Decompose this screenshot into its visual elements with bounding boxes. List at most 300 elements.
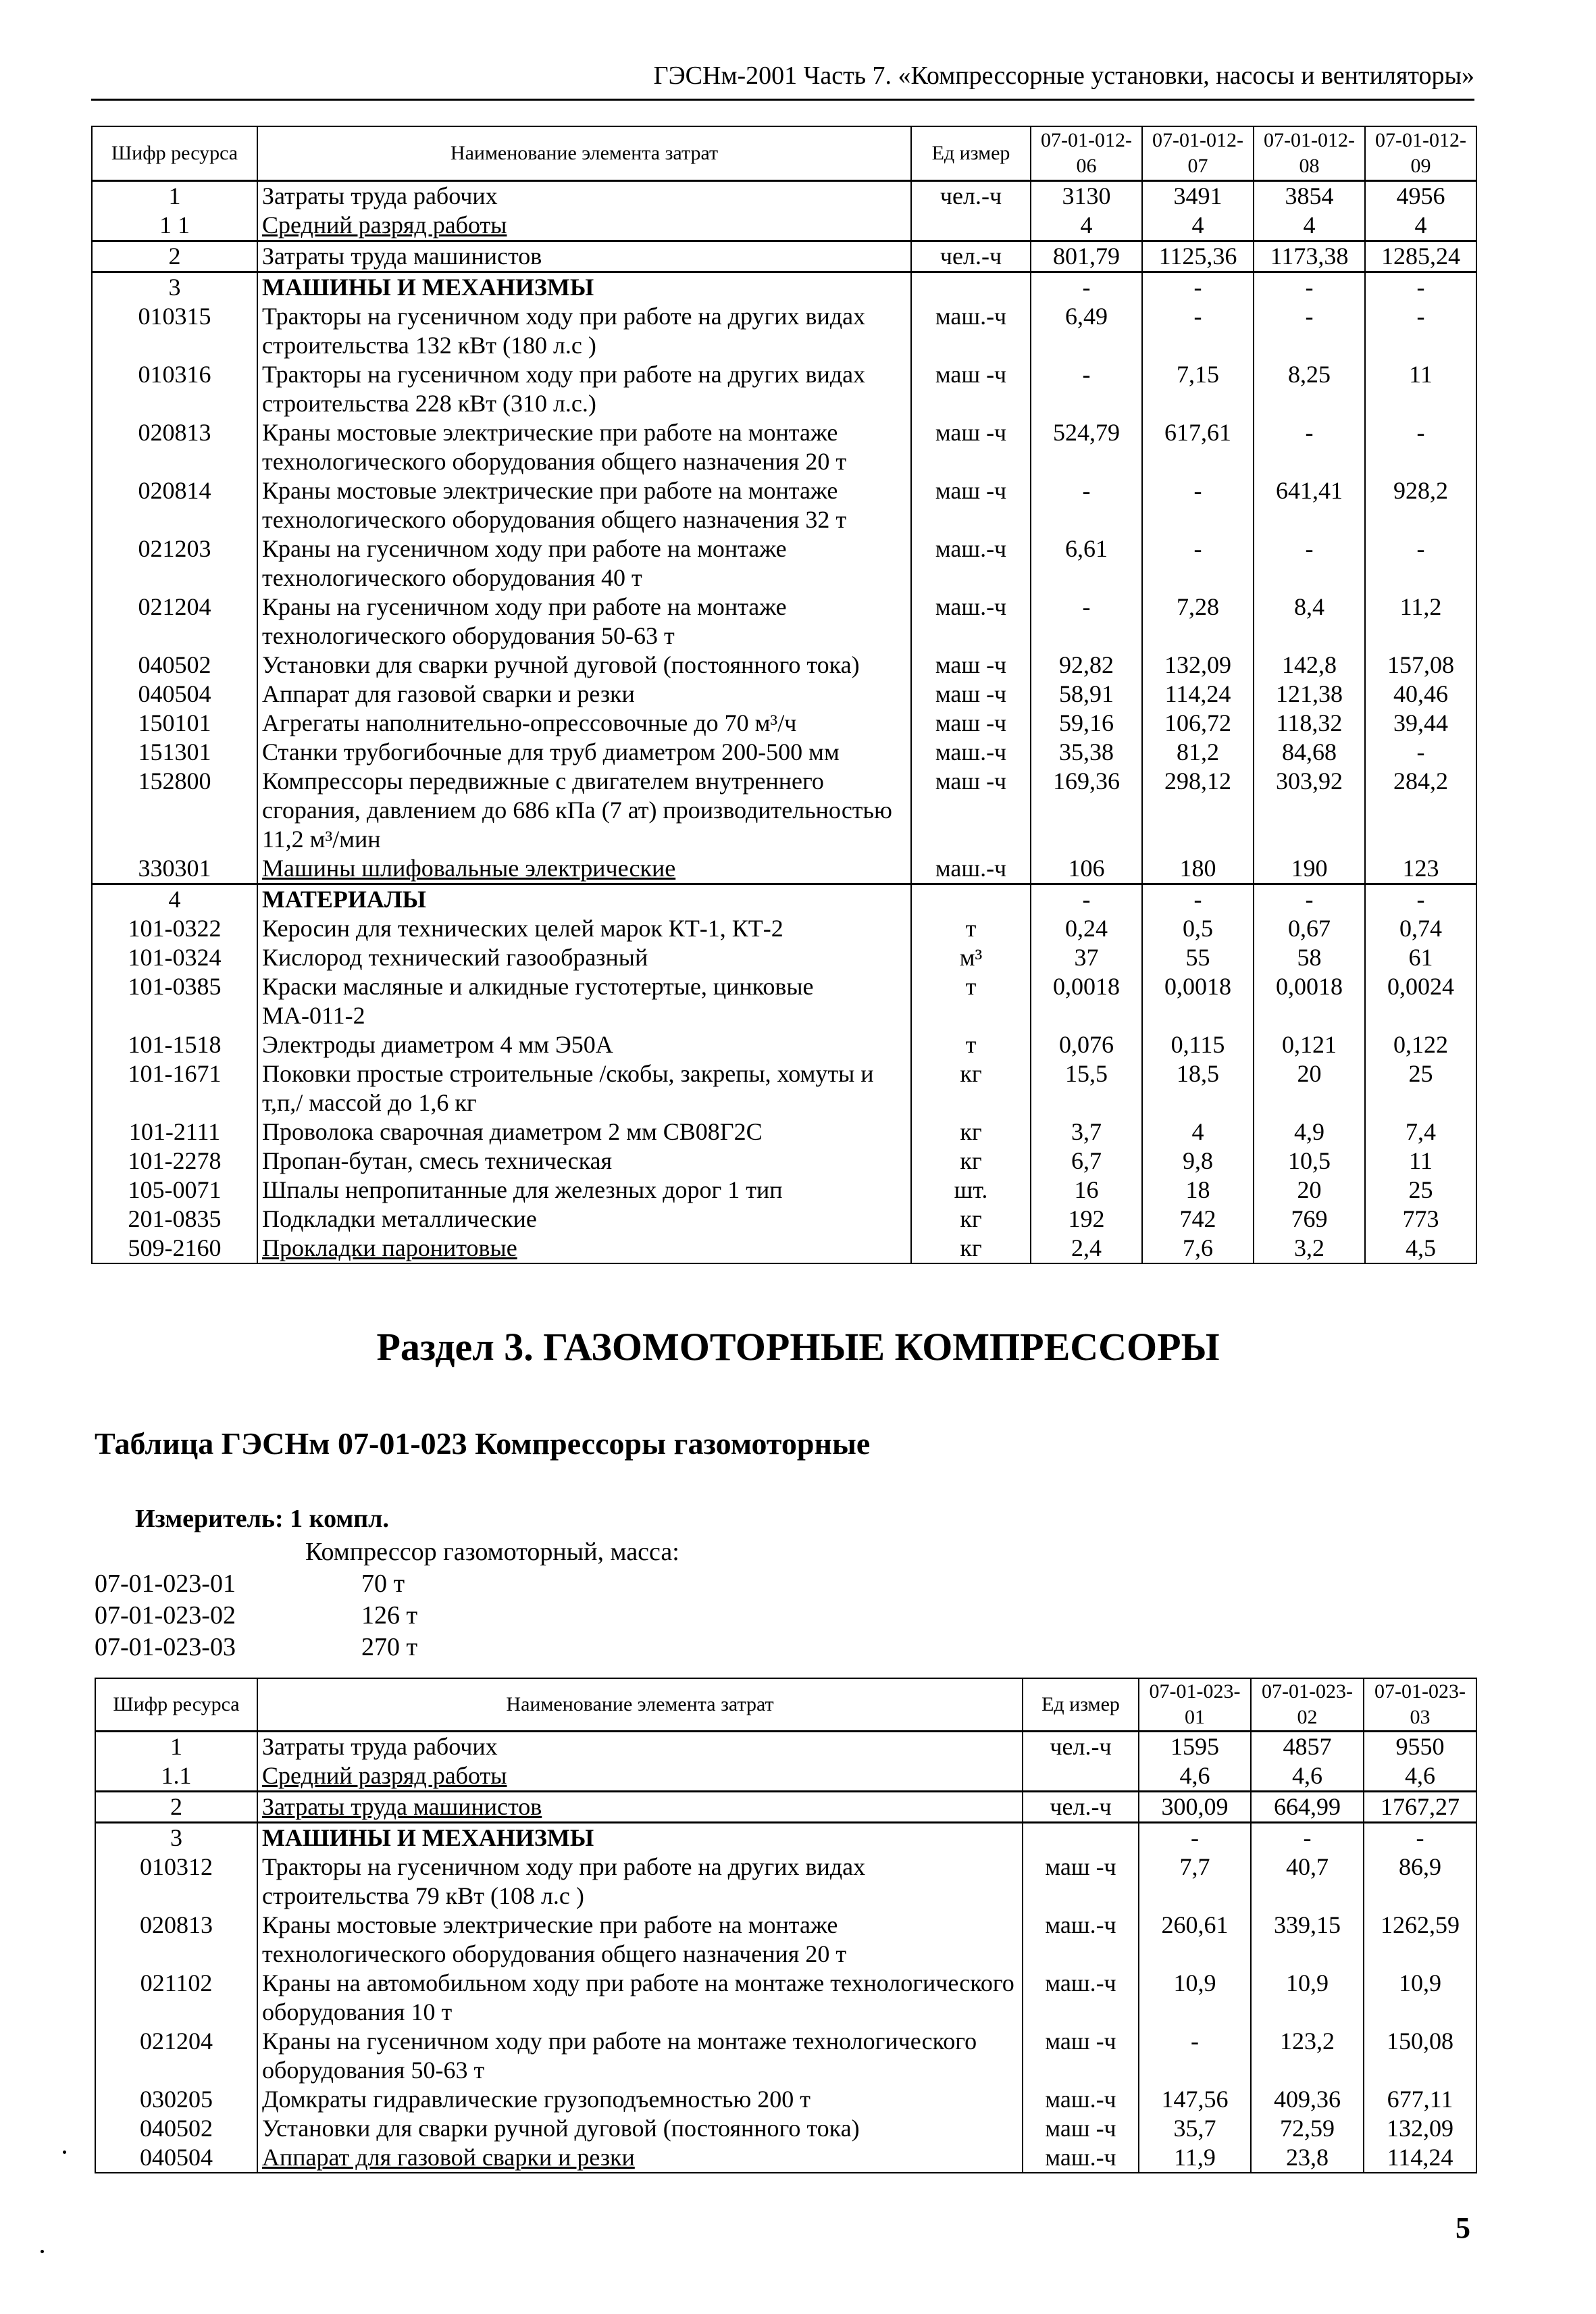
resource-name: Аппарат для газовой сварки и резки [257, 680, 911, 709]
table-row [92, 972, 1476, 1030]
unit-cell: чел.-ч [1023, 1792, 1139, 1823]
value-cell: 84,68 [1254, 738, 1365, 767]
resource-name: Затраты труда рабочих [257, 180, 911, 211]
value-cell: 10,5 [1254, 1147, 1365, 1176]
value-cell: 4 [1254, 211, 1365, 241]
value-cell: 39,44 [1365, 709, 1476, 738]
value-cell: 0,5 [1142, 914, 1254, 943]
resource-name: МАТЕРИАЛЫ [257, 884, 911, 914]
value-cell: 4857 [1251, 1732, 1364, 1762]
unit-cell: кг [911, 1147, 1031, 1176]
resource-name: Краны мостовые электрические при работе на монтаже технологического оборудования общего назначения 32 т [257, 476, 911, 534]
unit-cell: маш -ч [1023, 2114, 1139, 2143]
value-cell: 260,61 [1139, 1911, 1251, 1969]
table-row [92, 593, 1476, 651]
resource-name: Электроды диаметром 4 мм Э50А [257, 1030, 911, 1059]
value-cell: 773 [1365, 1205, 1476, 1234]
unit-cell: маш.-ч [911, 854, 1031, 884]
unit-cell: шт. [911, 1176, 1031, 1205]
table-row [95, 1792, 1476, 1823]
col-header-variant: 07-01-023-03 [1364, 1678, 1476, 1732]
resource-code: 021102 [95, 1969, 257, 2027]
resource-table-07-01-012 [91, 126, 1477, 1264]
value-cell: - [1365, 272, 1476, 302]
value-cell: 284,2 [1365, 767, 1476, 854]
value-cell: 4,6 [1251, 1761, 1364, 1792]
value-cell: 3854 [1254, 180, 1365, 211]
value-cell: 147,56 [1139, 2085, 1251, 2114]
resource-name: Краны на автомобильном ходу при работе на монтаже технологического оборудования 10 т [257, 1969, 1023, 2027]
resource-name: Краны мостовые электрические при работе на монтаже технологического оборудования общего назначения 20 т [257, 1911, 1023, 1969]
value-cell: 0,0024 [1365, 972, 1476, 1030]
table-row [92, 651, 1476, 680]
value-cell: - [1142, 302, 1254, 360]
value-cell: 524,79 [1031, 418, 1142, 476]
resource-name: Установки для сварки ручной дуговой (постоянного тока) [257, 651, 911, 680]
value-cell: - [1365, 534, 1476, 593]
value-cell: 4 [1142, 211, 1254, 241]
value-cell: 190 [1254, 854, 1365, 884]
table-body [95, 1732, 1476, 2173]
value-cell: 8,4 [1254, 593, 1365, 651]
resource-name: Аппарат для газовой сварки и резки [257, 2143, 1023, 2173]
resource-code: 040502 [95, 2114, 257, 2143]
resource-name: Тракторы на гусеничном ходу при работе на других видах строительства 79 кВт (108 л.с ) [257, 1853, 1023, 1911]
value-cell: 7,6 [1142, 1234, 1254, 1263]
variant-value: 70 т [361, 1569, 405, 1598]
value-cell: 169,36 [1031, 767, 1142, 854]
value-cell: 8,25 [1254, 360, 1365, 418]
value-cell: 142,8 [1254, 651, 1365, 680]
value-cell: 0,115 [1142, 1030, 1254, 1059]
table-row [92, 360, 1476, 418]
resource-code: 020813 [95, 1911, 257, 1969]
resource-name: МАШИНЫ И МЕХАНИЗМЫ [257, 1823, 1023, 1853]
variant-row [95, 1569, 405, 1599]
unit-cell: кг [911, 1117, 1031, 1147]
table-row [92, 534, 1476, 593]
col-header-code: Шифр ресурса [95, 1678, 257, 1732]
value-cell: 0,74 [1365, 914, 1476, 943]
unit-cell: маш -ч [911, 476, 1031, 534]
value-cell: - [1365, 738, 1476, 767]
unit-cell: маш -ч [911, 680, 1031, 709]
variant-code: 07-01-023-01 [95, 1569, 236, 1598]
resource-name: Тракторы на гусеничном ходу при работе на других видах строительства 132 кВт (180 л.с ) [257, 302, 911, 360]
value-cell: 303,92 [1254, 767, 1365, 854]
resource-code: 010316 [92, 360, 257, 418]
table-row [92, 854, 1476, 884]
unit-cell [911, 272, 1031, 302]
value-cell: 1262,59 [1364, 1911, 1476, 1969]
value-cell: 7,7 [1139, 1853, 1251, 1911]
col-header-variant: 07-01-023-02 [1251, 1678, 1364, 1732]
value-cell: 4,6 [1139, 1761, 1251, 1792]
unit-cell: маш.-ч [911, 302, 1031, 360]
unit-cell: маш -ч [911, 360, 1031, 418]
value-cell: 742 [1142, 1205, 1254, 1234]
value-cell: 16 [1031, 1176, 1142, 1205]
resource-code: 021204 [95, 2027, 257, 2085]
table-row [92, 1059, 1476, 1117]
table-title: Таблица ГЭСНм 07-01-023 Компрессоры газомоторные [95, 1426, 871, 1461]
value-cell: 4 [1365, 211, 1476, 241]
value-cell: 9,8 [1142, 1147, 1254, 1176]
value-cell: - [1142, 272, 1254, 302]
resource-name: Краны на гусеничном ходу при работе на монтаже технологического оборудования 50-63 т [257, 593, 911, 651]
value-cell: 664,99 [1251, 1792, 1364, 1823]
value-cell: 180 [1142, 854, 1254, 884]
unit-cell [911, 211, 1031, 241]
unit-cell: маш.-ч [1023, 1911, 1139, 1969]
value-cell: 114,24 [1142, 680, 1254, 709]
resource-name: Средний разряд работы [257, 1761, 1023, 1792]
resource-code: 021204 [92, 593, 257, 651]
value-cell: 0,0018 [1142, 972, 1254, 1030]
resource-name: Краны мостовые электрические при работе на монтаже технологического оборудования общего назначения 20 т [257, 418, 911, 476]
value-cell: 37 [1031, 943, 1142, 972]
variant-value: 270 т [361, 1633, 418, 1661]
value-cell: 3,2 [1254, 1234, 1365, 1263]
value-cell: 92,82 [1031, 651, 1142, 680]
value-cell: 3130 [1031, 180, 1142, 211]
table-row [95, 2143, 1476, 2173]
resource-code: 105-0071 [92, 1176, 257, 1205]
table-row [95, 1911, 1476, 1969]
value-cell: 617,61 [1142, 418, 1254, 476]
resource-code: 201-0835 [92, 1205, 257, 1234]
table-row [92, 1234, 1476, 1263]
value-cell: 121,38 [1254, 680, 1365, 709]
value-cell: 4,6 [1364, 1761, 1476, 1792]
col-header-variant: 07-01-012-06 [1031, 126, 1142, 180]
resource-code: 040502 [92, 651, 257, 680]
value-cell: 118,32 [1254, 709, 1365, 738]
unit-cell: чел.-ч [1023, 1732, 1139, 1762]
value-cell: 298,12 [1142, 767, 1254, 854]
unit-cell: маш.-ч [911, 593, 1031, 651]
variant-code: 07-01-023-03 [95, 1633, 236, 1661]
value-cell: 106 [1031, 854, 1142, 884]
value-cell: 4,9 [1254, 1117, 1365, 1147]
value-cell: 123 [1365, 854, 1476, 884]
value-cell: 106,72 [1142, 709, 1254, 738]
unit-cell: кг [911, 1059, 1031, 1117]
value-cell: 10,9 [1139, 1969, 1251, 2027]
value-cell: 15,5 [1031, 1059, 1142, 1117]
unit-cell [911, 884, 1031, 914]
running-header: ГЭСНм-2001 Часть 7. «Компрессорные установки, насосы и вентиляторы» [653, 61, 1474, 90]
resource-name: Поковки простые строительные /скобы, закрепы, хомуты и т,п,/ массой до 1,6 кг [257, 1059, 911, 1117]
value-cell: 18 [1142, 1176, 1254, 1205]
value-cell: - [1254, 884, 1365, 914]
resource-name: Кислород технический газообразный [257, 943, 911, 972]
resource-code: 152800 [92, 767, 257, 854]
resource-code: 101-1518 [92, 1030, 257, 1059]
unit-cell: кг [911, 1234, 1031, 1263]
unit-cell: маш.-ч [1023, 2085, 1139, 2114]
unit-cell: маш -ч [1023, 1853, 1139, 1911]
unit-cell: т [911, 1030, 1031, 1059]
value-cell: 25 [1365, 1176, 1476, 1205]
value-cell: 40,7 [1251, 1853, 1364, 1911]
value-cell: 86,9 [1364, 1853, 1476, 1911]
col-header-code: Шифр ресурса [92, 126, 257, 180]
value-cell: 123,2 [1251, 2027, 1364, 2085]
value-cell: 1125,36 [1142, 241, 1254, 272]
table-row [95, 1823, 1476, 1853]
resource-name: Затраты труда рабочих [257, 1732, 1023, 1762]
resource-code: 3 [92, 272, 257, 302]
resource-code: 040504 [92, 680, 257, 709]
col-header-name: Наименование элемента затрат [257, 1678, 1023, 1732]
table-row [92, 272, 1476, 302]
col-header-variant: 07-01-012-09 [1365, 126, 1476, 180]
value-cell: 132,09 [1364, 2114, 1476, 2143]
value-cell: 1285,24 [1365, 241, 1476, 272]
resource-code: 021203 [92, 534, 257, 593]
value-cell: 769 [1254, 1205, 1365, 1234]
value-cell: 7,28 [1142, 593, 1254, 651]
measure-line [135, 1504, 389, 1534]
value-cell: - [1254, 272, 1365, 302]
value-cell: 114,24 [1364, 2143, 1476, 2173]
value-cell: 0,0018 [1254, 972, 1365, 1030]
section-title: Раздел 3. ГАЗОМОТОРНЫЕ КОМПРЕССОРЫ [376, 1325, 1220, 1369]
resource-name: Тракторы на гусеничном ходу при работе на других видах строительства 228 кВт (310 л.с.) [257, 360, 911, 418]
value-cell: 6,61 [1031, 534, 1142, 593]
value-cell: 1595 [1139, 1732, 1251, 1762]
value-cell: 61 [1365, 943, 1476, 972]
value-cell: 6,7 [1031, 1147, 1142, 1176]
table-row [95, 1969, 1476, 2027]
value-cell: - [1031, 884, 1142, 914]
resource-code: 020813 [92, 418, 257, 476]
header-rule [91, 99, 1474, 101]
value-cell: - [1031, 476, 1142, 534]
resource-name: Краски масляные и алкидные густотертые, цинковые МА-011-2 [257, 972, 911, 1030]
value-cell: - [1142, 884, 1254, 914]
value-cell: 339,15 [1251, 1911, 1364, 1969]
unit-cell [1023, 1761, 1139, 1792]
unit-cell: маш.-ч [1023, 1969, 1139, 2027]
value-cell: 0,122 [1365, 1030, 1476, 1059]
col-header-variant: 07-01-023-01 [1139, 1678, 1251, 1732]
value-cell: - [1365, 302, 1476, 360]
resource-code: 101-1671 [92, 1059, 257, 1117]
resource-code: 1 [92, 180, 257, 211]
value-cell: 35,38 [1031, 738, 1142, 767]
resource-name: Краны на гусеничном ходу при работе на монтаже технологического оборудования 40 т [257, 534, 911, 593]
value-cell: - [1251, 1823, 1364, 1853]
resource-name: Подкладки металлические [257, 1205, 911, 1234]
value-cell: - [1365, 884, 1476, 914]
table-row [92, 302, 1476, 360]
resource-name: Керосин для технических целей марок КТ-1, КТ-2 [257, 914, 911, 943]
resource-name: Пропан-бутан, смесь техническая [257, 1147, 911, 1176]
scan-speck [63, 2150, 66, 2154]
value-cell: 11,2 [1365, 593, 1476, 651]
value-cell: 25 [1365, 1059, 1476, 1117]
value-cell: - [1365, 418, 1476, 476]
scan-speck [41, 2250, 44, 2253]
unit-cell: т [911, 914, 1031, 943]
page-number: 5 [1456, 2211, 1470, 2244]
resource-name: Затраты труда машинистов [257, 241, 911, 272]
value-cell: 3,7 [1031, 1117, 1142, 1147]
value-cell: 10,9 [1251, 1969, 1364, 2027]
resource-code: 101-0324 [92, 943, 257, 972]
resource-name: Проволока сварочная диаметром 2 мм СВ08Г2С [257, 1117, 911, 1147]
variant-code: 07-01-023-02 [95, 1601, 236, 1630]
resource-name: Краны на гусеничном ходу при работе на монтаже технологического оборудования 50-63 т [257, 2027, 1023, 2085]
resource-code: 2 [95, 1792, 257, 1823]
table-row [92, 914, 1476, 943]
value-cell: 4956 [1365, 180, 1476, 211]
unit-cell: маш -ч [911, 418, 1031, 476]
unit-cell: маш.-ч [1023, 2143, 1139, 2173]
resource-code: 330301 [92, 854, 257, 884]
resource-code: 4 [92, 884, 257, 914]
col-header-name: Наименование элемента затрат [257, 126, 911, 180]
resource-code: 150101 [92, 709, 257, 738]
value-cell: 300,09 [1139, 1792, 1251, 1823]
value-cell: 4 [1142, 1117, 1254, 1147]
resource-code: 1 1 [92, 211, 257, 241]
value-cell: 409,36 [1251, 2085, 1364, 2114]
unit-cell: чел.-ч [911, 241, 1031, 272]
table-row [92, 418, 1476, 476]
value-cell: 58 [1254, 943, 1365, 972]
variant-value: 126 т [361, 1601, 418, 1630]
value-cell: - [1031, 593, 1142, 651]
value-cell: 20 [1254, 1176, 1365, 1205]
value-cell: - [1031, 272, 1142, 302]
resource-name: Агрегаты наполнительно-опрессовочные до 70 м³/ч [257, 709, 911, 738]
unit-cell: маш -ч [911, 651, 1031, 680]
value-cell: 72,59 [1251, 2114, 1364, 2143]
table-row [92, 709, 1476, 738]
resource-name: Установки для сварки ручной дуговой (постоянного тока) [257, 2114, 1023, 2143]
value-cell: - [1254, 418, 1365, 476]
unit-cell: маш.-ч [911, 738, 1031, 767]
value-cell: 132,09 [1142, 651, 1254, 680]
unit-cell: чел.-ч [911, 180, 1031, 211]
value-cell: 0,67 [1254, 914, 1365, 943]
table-row [92, 180, 1476, 211]
value-cell: 18,5 [1142, 1059, 1254, 1117]
value-cell: 81,2 [1142, 738, 1254, 767]
table-row [92, 476, 1476, 534]
table-row [92, 680, 1476, 709]
value-cell: 4,5 [1365, 1234, 1476, 1263]
unit-cell: кг [911, 1205, 1031, 1234]
value-cell: 0,076 [1031, 1030, 1142, 1059]
unit-cell: маш.-ч [911, 534, 1031, 593]
value-cell: 192 [1031, 1205, 1142, 1234]
measure-description: Компрессор газомоторный, масса: [305, 1538, 679, 1566]
table-row [92, 767, 1476, 854]
value-cell: 59,16 [1031, 709, 1142, 738]
value-cell: 0,121 [1254, 1030, 1365, 1059]
value-cell: 150,08 [1364, 2027, 1476, 2085]
value-cell: 11 [1365, 1147, 1476, 1176]
resource-code: 020814 [92, 476, 257, 534]
value-cell: 157,08 [1365, 651, 1476, 680]
value-cell: 23,8 [1251, 2143, 1364, 2173]
measure-label: Измеритель: [135, 1505, 284, 1533]
table-row [95, 1761, 1476, 1792]
unit-cell: м³ [911, 943, 1031, 972]
resource-code: 509-2160 [92, 1234, 257, 1263]
table-row [92, 884, 1476, 914]
resource-code: 101-0322 [92, 914, 257, 943]
table-row [92, 1030, 1476, 1059]
value-cell: 55 [1142, 943, 1254, 972]
resource-code: 101-0385 [92, 972, 257, 1030]
value-cell: 2,4 [1031, 1234, 1142, 1263]
col-header-variant: 07-01-012-08 [1254, 126, 1365, 180]
value-cell: 0,24 [1031, 914, 1142, 943]
value-cell: - [1364, 1823, 1476, 1853]
col-header-variant: 07-01-012-07 [1142, 126, 1254, 180]
table-row [92, 1117, 1476, 1147]
resource-name: Станки трубогибочные для труб диаметром 200-500 мм [257, 738, 911, 767]
table-row [92, 1147, 1476, 1176]
table-row [92, 1205, 1476, 1234]
value-cell: 58,91 [1031, 680, 1142, 709]
table-row [95, 2085, 1476, 2114]
value-cell: - [1031, 360, 1142, 418]
value-cell: 40,46 [1365, 680, 1476, 709]
resource-name: Средний разряд работы [257, 211, 911, 241]
value-cell: - [1139, 1823, 1251, 1853]
resource-table-07-01-023 [95, 1678, 1477, 2173]
table-row [92, 211, 1476, 241]
resource-code: 3 [95, 1823, 257, 1853]
resource-name: Компрессоры передвижные с двигателем внутреннего сгорания, давлением до 686 кПа (7 ат) производительностью 11,2 м³/мин [257, 767, 911, 854]
value-cell: 7,4 [1365, 1117, 1476, 1147]
value-cell: 4 [1031, 211, 1142, 241]
table-row [95, 2027, 1476, 2085]
value-cell: 928,2 [1365, 476, 1476, 534]
value-cell: - [1142, 476, 1254, 534]
resource-code: 030205 [95, 2085, 257, 2114]
value-cell: 7,15 [1142, 360, 1254, 418]
value-cell: 9550 [1364, 1732, 1476, 1762]
value-cell: 3491 [1142, 180, 1254, 211]
unit-cell: маш -ч [911, 709, 1031, 738]
value-cell: - [1254, 534, 1365, 593]
value-cell: 677,11 [1364, 2085, 1476, 2114]
table-row [95, 1853, 1476, 1911]
table-row [92, 1176, 1476, 1205]
value-cell: - [1254, 302, 1365, 360]
unit-cell: т [911, 972, 1031, 1030]
value-cell: 1173,38 [1254, 241, 1365, 272]
unit-cell: маш -ч [911, 767, 1031, 854]
resource-code: 010315 [92, 302, 257, 360]
resource-code: 1 [95, 1732, 257, 1762]
variant-row [95, 1601, 418, 1630]
unit-cell: маш -ч [1023, 2027, 1139, 2085]
resource-code: 151301 [92, 738, 257, 767]
value-cell: 6,49 [1031, 302, 1142, 360]
value-cell: 641,41 [1254, 476, 1365, 534]
resource-name: Прокладки паронитовые [257, 1234, 911, 1263]
value-cell: 11,9 [1139, 2143, 1251, 2173]
value-cell: 10,9 [1364, 1969, 1476, 2027]
